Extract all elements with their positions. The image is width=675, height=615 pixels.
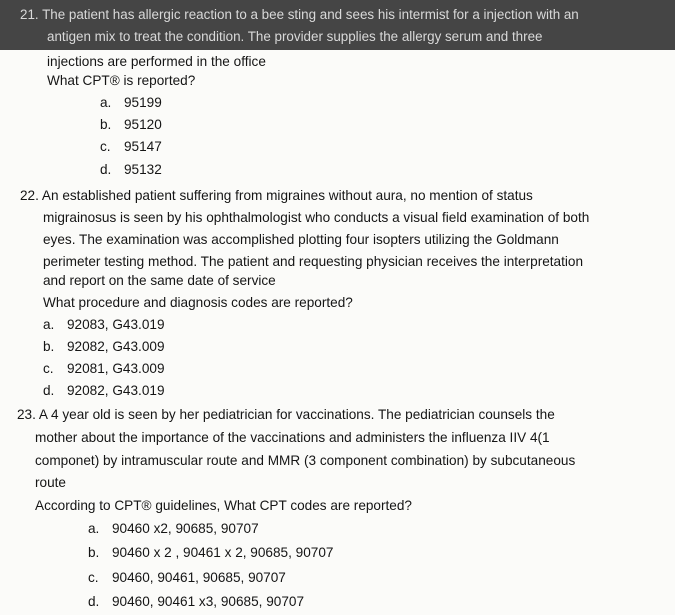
q23-question: According to CPT® guidelines, What CPT codes are reported? — [35, 498, 412, 513]
option-text: 95120 — [124, 117, 162, 132]
option-letter: a. — [88, 521, 100, 536]
option-letter: a. — [43, 317, 55, 332]
q21-option-c[interactable] — [100, 138, 162, 156]
q22-stem-line-3: eyes. The examination was accomplished plotting four isopters utilizing the Goldmann — [43, 232, 559, 247]
option-text: 92082, G43.009 — [67, 339, 165, 354]
q22-question: What procedure and diagnosis codes are reported? — [43, 295, 353, 310]
option-text: 95199 — [124, 95, 162, 110]
option-text: 92083, G43.019 — [67, 317, 165, 332]
q21-stem-line-3: injections are performed in the office — [47, 54, 266, 69]
option-letter: b. — [88, 545, 100, 560]
option-text: 95147 — [124, 139, 162, 154]
q22-option-a[interactable] — [43, 316, 165, 334]
option-text: 90460 x2, 90685, 90707 — [112, 521, 259, 536]
option-letter: c. — [100, 139, 111, 154]
option-text: 90460, 90461, 90685, 90707 — [112, 570, 286, 585]
q23-option-b[interactable] — [88, 544, 333, 562]
q21-stem-line-2: antigen mix to treat the condition. The provider supplies the allergy serum and three — [47, 29, 543, 44]
q22-stem-line-2: migrainosus is seen by his ophthalmologist who conducts a visual field examination of both — [43, 210, 590, 225]
q23-stem-line-4: route — [35, 475, 66, 490]
q21-question: What CPT® is reported? — [47, 73, 196, 88]
option-text: 90460 x 2 , 90461 x 2, 90685, 90707 — [112, 545, 334, 560]
q22-option-c[interactable] — [43, 360, 165, 378]
option-text: 92082, G43.019 — [67, 383, 165, 398]
option-letter: d. — [100, 162, 112, 177]
q22-stem-line-5: and report on the same date of service — [43, 273, 276, 288]
option-letter: a. — [100, 95, 112, 110]
option-letter: c. — [88, 570, 99, 585]
option-letter: c. — [43, 361, 54, 376]
q23-stem-line-1: 23. A 4 year old is seen by her pediatrician for vaccinations. The pediatrician counsels the — [17, 407, 555, 422]
q22-option-b[interactable] — [43, 338, 165, 356]
q23-option-d[interactable] — [88, 593, 304, 611]
option-letter: b. — [43, 339, 55, 354]
q21-option-d[interactable] — [100, 161, 162, 179]
q23-option-a[interactable] — [88, 520, 259, 538]
q21-option-b[interactable] — [100, 116, 162, 134]
option-letter: d. — [88, 594, 100, 609]
q21-stem-line-1: 21. The patient has allergic reaction to a bee sting and sees his intermist for a injection with an — [20, 7, 579, 22]
q22-option-d[interactable] — [43, 382, 165, 400]
q23-stem-line-3: componet) by intramuscular route and MMR (3 component combination) by subcutaneous — [35, 453, 576, 468]
option-letter: b. — [100, 117, 112, 132]
option-text: 92081, G43.009 — [67, 361, 165, 376]
q22-stem-line-1: 22. An established patient suffering from migraines without aura, no mention of status — [20, 188, 533, 203]
option-text: 95132 — [124, 162, 162, 177]
q22-stem-line-4: perimeter testing method. The patient and requesting physician receives the interpretation — [43, 254, 584, 269]
option-text: 90460, 90461 x3, 90685, 90707 — [112, 594, 304, 609]
q23-stem-line-2: mother about the importance of the vaccinations and administers the influenza IIV 4(1 — [35, 430, 550, 445]
q23-option-c[interactable] — [88, 569, 286, 587]
option-letter: d. — [43, 383, 55, 398]
q21-option-a[interactable] — [100, 94, 162, 112]
